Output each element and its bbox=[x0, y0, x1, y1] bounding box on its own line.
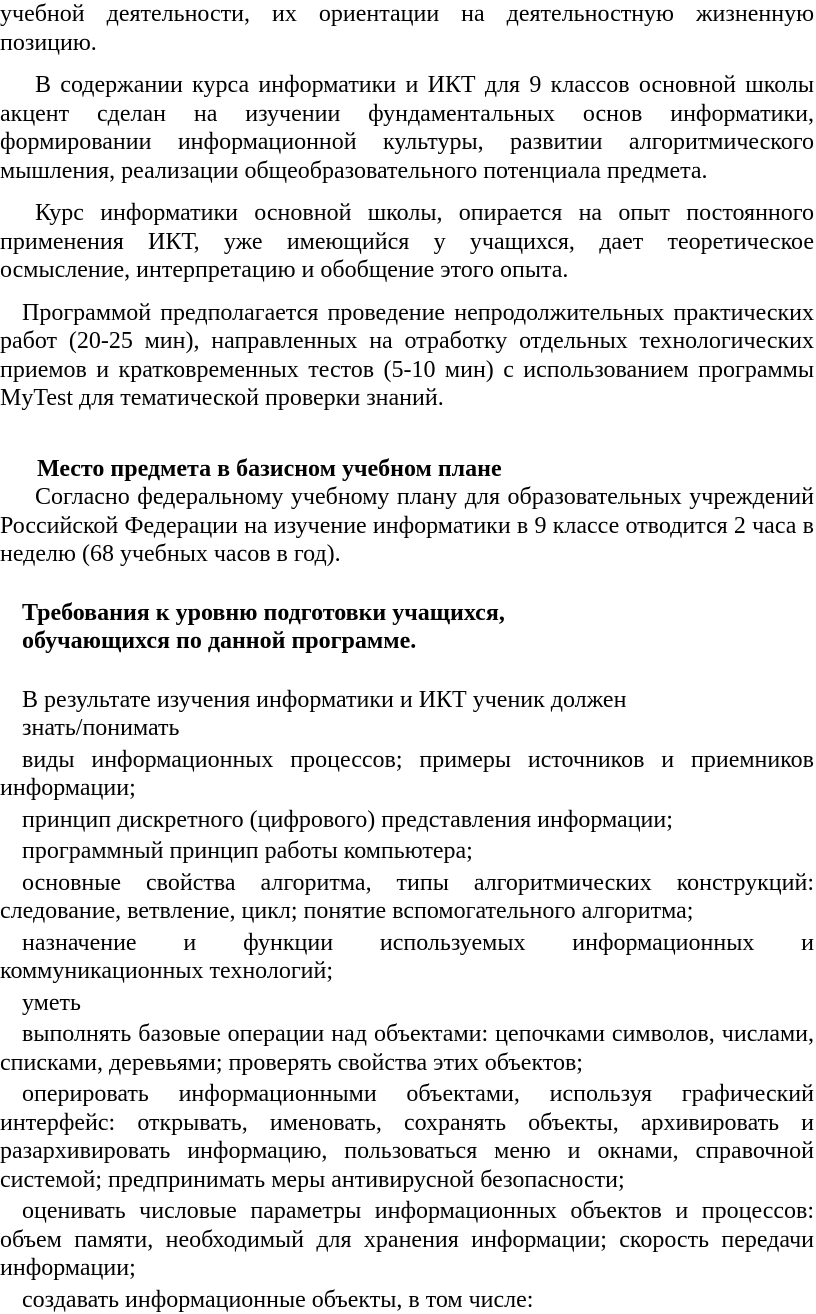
paragraph-course-content: В содержании курса информатики и ИКТ для 9 классов основной школы акцент сделан на изучении фундаментальных основ информатики, формировании информационной культуры, развитии алгоритмического мышления, реализации общеобразовательного потенциала предмета. bbox=[0, 71, 814, 185]
paragraph-practical-works: Программой предполагается проведение непродолжительных практических работ (20-25 мин), направленных на отработку отдельных технологических приемов и кратковременных тестов (5-10 мин) с использованием программы MyTest для тематической проверки знаний. bbox=[0, 299, 814, 413]
list-item: выполнять базовые операции над объектами: цепочками символов, числами, списками, деревьями; проверять свойства этих объектов; bbox=[0, 1020, 814, 1077]
list-item: оценивать числовые параметры информационных объектов и процессов: объем памяти, необходимый для хранения информации; скорость передачи информации; bbox=[0, 1197, 814, 1283]
section-heading-requirements-line1: Требования к уровню подготовки учащихся, bbox=[0, 599, 814, 628]
list-item: виды информационных процессов; примеры источников и приемников информации; bbox=[0, 746, 814, 803]
paragraph-continuation: учебной деятельности, их ориентации на деятельностную жизненную позицию. bbox=[0, 0, 814, 57]
list-item: создавать информационные объекты, в том числе: bbox=[0, 1286, 814, 1314]
list-item: основные свойства алгоритма, типы алгоритмических конструкций: следование, ветвление, цикл; понятие вспомогательного алгоритма; bbox=[0, 869, 814, 926]
list-item: принцип дискретного (цифрового) представления информации; bbox=[0, 806, 814, 835]
paragraph-course-basis: Курс информатики основной школы, опирается на опыт постоянного применения ИКТ, уже имеющийся у учащихся, дает теоретическое осмысление, интерпретацию и обобщение этого опыта. bbox=[0, 199, 814, 285]
list-item: назначение и функции используемых информационных и коммуникационных технологий; bbox=[0, 929, 814, 986]
know-label: знать/понимать bbox=[0, 714, 814, 743]
requirements-intro: В результате изучения информатики и ИКТ ученик должен bbox=[0, 686, 814, 715]
paragraph-place-text: Согласно федеральному учебному плану для образовательных учреждений Российской Федерации на изучение информатики в 9 классе отводится 2 часа в неделю (68 учебных часов в год). bbox=[0, 483, 814, 569]
list-item: оперировать информационными объектами, используя графический интерфейс: открывать, именовать, сохранять объекты, архивировать и разархивировать информацию, пользоваться меню и окнами, справочной системой; предпринимать меры антивирусной безопасности; bbox=[0, 1080, 814, 1194]
can-label: уметь bbox=[0, 989, 814, 1018]
section-heading-place: Место предмета в базисном учебном плане bbox=[0, 455, 814, 484]
section-heading-requirements-line2: обучающихся по данной программе. bbox=[0, 627, 814, 656]
list-item: программный принцип работы компьютера; bbox=[0, 837, 814, 866]
